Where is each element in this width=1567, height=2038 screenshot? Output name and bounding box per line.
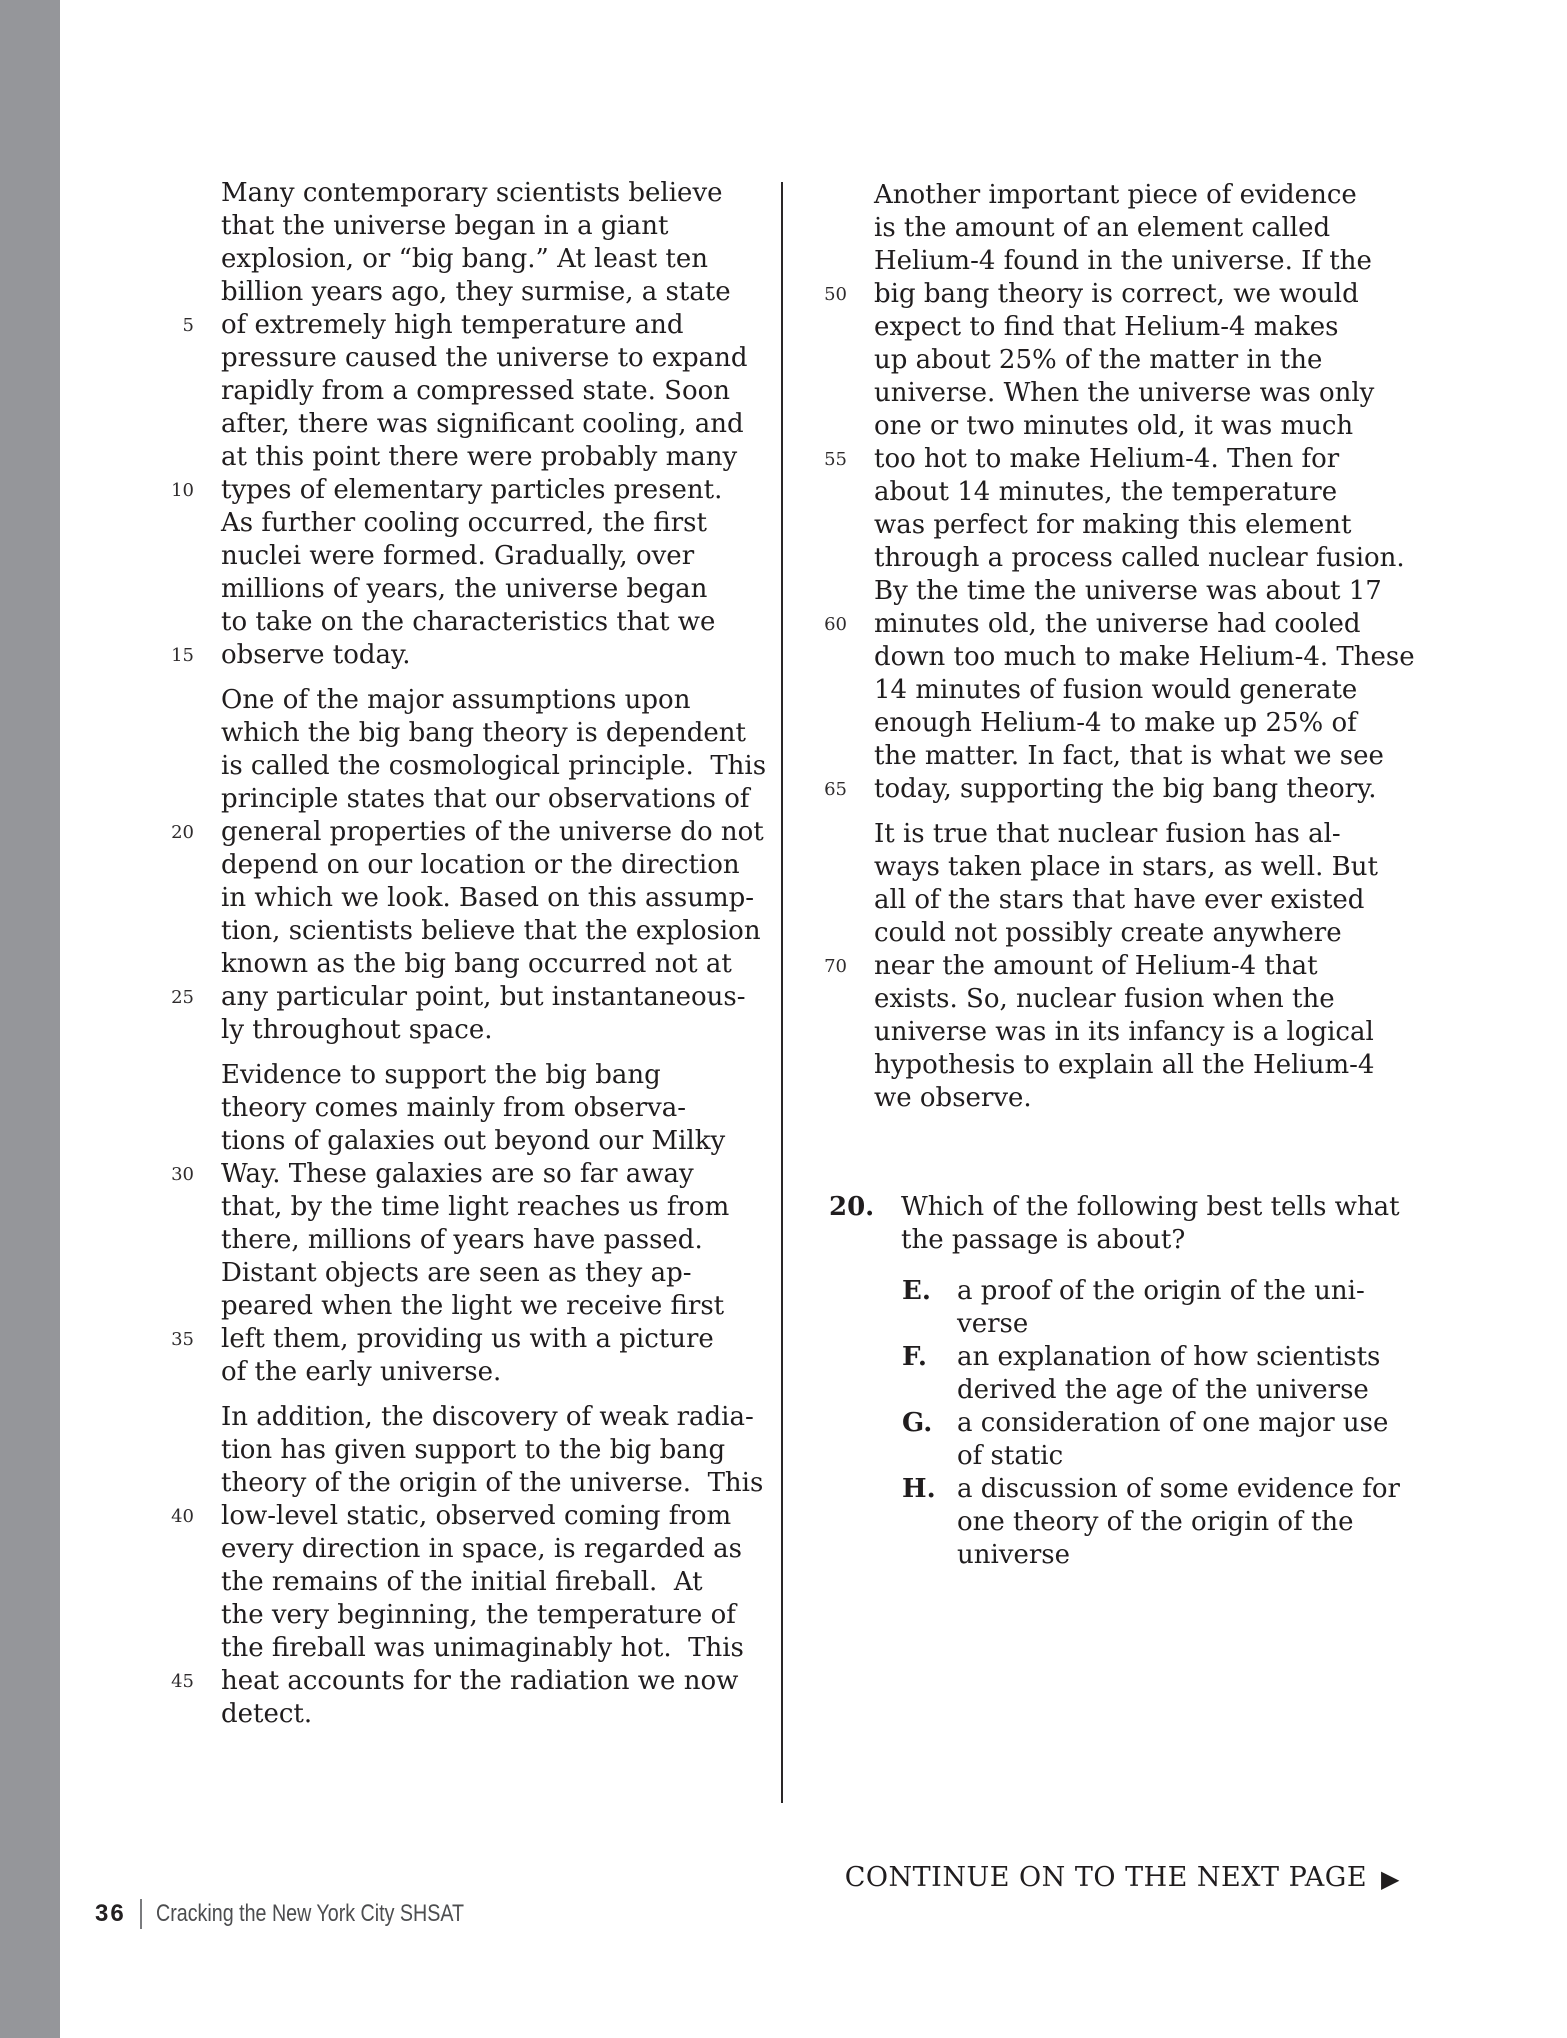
passage-line-text: observe today. xyxy=(221,640,411,670)
answer-option-letter: G. xyxy=(902,1408,933,1438)
passage-line xyxy=(221,783,750,816)
passage-line-text: peared when the light we receive first xyxy=(221,1291,725,1321)
passage-line-text: expect to find that Helium-4 makes xyxy=(874,312,1339,342)
passage-line-text: minutes old, the universe had cooled xyxy=(874,609,1361,639)
passage-line xyxy=(824,443,1394,476)
passage-line-text: Evidence to support the big bang xyxy=(221,1060,661,1090)
continue-notice-label: CONTINUE ON TO THE NEXT PAGE xyxy=(844,1862,1368,1893)
passage-line xyxy=(221,1698,741,1731)
passage-paragraph xyxy=(171,1059,741,1389)
passage-line-text: detect. xyxy=(221,1699,313,1729)
passage-line xyxy=(221,1533,741,1566)
passage-line-text: theory comes mainly from observa- xyxy=(221,1093,687,1123)
passage-line-text: heat accounts for the radiation we now xyxy=(221,1666,739,1696)
passage-line xyxy=(221,1125,741,1158)
line-number: 40 xyxy=(171,1506,194,1527)
passage-line-text: up about 25% of the matter in the xyxy=(874,345,1323,375)
page-number: 36 xyxy=(95,1900,126,1927)
passage-line-text: at this point there were probably many xyxy=(221,442,738,472)
passage-line-text: is called the cosmological principle. This xyxy=(221,751,767,781)
passage-line xyxy=(221,1599,741,1632)
passage-line xyxy=(874,410,1394,443)
passage-column-right xyxy=(824,179,1415,1115)
passage-line-text: the remains of the initial fireball. At xyxy=(221,1567,703,1597)
passage-line xyxy=(221,210,741,243)
passage-line xyxy=(221,1191,741,1224)
passage-line xyxy=(874,1082,1394,1115)
passage-line-text: billion years ago, they surmise, a state xyxy=(221,277,731,307)
passage-line-text: down too much to make Helium-4. These xyxy=(874,642,1415,672)
passage-line xyxy=(874,377,1394,410)
passage-line-text: rapidly from a compressed state. Soon xyxy=(221,376,731,406)
answer-option-text-line: a discussion of some evidence for xyxy=(957,1474,1400,1504)
passage-line xyxy=(171,1323,741,1356)
answer-option xyxy=(902,1473,1399,1572)
passage-line-text: big bang theory is correct, we would xyxy=(874,279,1359,309)
passage-line xyxy=(182,309,741,342)
passage-line-text: exists. So, nuclear fusion when the xyxy=(874,984,1335,1014)
line-number: 65 xyxy=(824,779,847,800)
passage-line-text: pressure caused the universe to expand xyxy=(221,343,748,373)
passage-line xyxy=(824,773,1394,806)
passage-line xyxy=(824,950,1394,983)
passage-line-text: in which we look. Based on this assump- xyxy=(221,883,755,913)
question-text-line: the passage is about? xyxy=(901,1225,1186,1255)
passage-line xyxy=(221,375,741,408)
passage-line xyxy=(221,849,741,882)
passage-line xyxy=(874,740,1394,773)
passage-line-text: the matter. In fact, that is what we see xyxy=(874,741,1384,771)
passage-line xyxy=(221,243,741,276)
passage-line xyxy=(874,641,1415,674)
passage-line-text: could not possibly create anywhere xyxy=(874,918,1342,948)
passage-line-text: any particular point, but instantaneous- xyxy=(221,982,746,1012)
passage-line xyxy=(221,408,744,441)
passage-line xyxy=(221,573,741,606)
passage-line xyxy=(874,509,1394,542)
passage-line xyxy=(221,1290,741,1323)
passage-paragraph xyxy=(171,684,767,1047)
passage-line-text: nuclei were formed. Gradually, over xyxy=(221,541,695,571)
passage-line-text: we observe. xyxy=(874,1083,1032,1113)
question-text-line: Which of the following best tells what xyxy=(901,1192,1400,1222)
passage-line xyxy=(874,344,1394,377)
passage-line xyxy=(874,1016,1394,1049)
line-number: 25 xyxy=(171,987,194,1008)
passage-line-text: every direction in space, is regarded as xyxy=(221,1534,742,1564)
passage-line-text: principle states that our observations of xyxy=(221,784,750,814)
passage-line xyxy=(874,707,1394,740)
passage-line xyxy=(824,608,1394,641)
passage-line-text: about 14 minutes, the temperature xyxy=(874,477,1338,507)
passage-line-text: of extremely high temperature and xyxy=(221,310,684,340)
passage-line xyxy=(221,1632,744,1665)
passage-line-text: hypothesis to explain all the Helium-4 xyxy=(874,1050,1375,1080)
passage-line-text: 14 minutes of fusion would generate xyxy=(874,675,1358,705)
passage-line-text: left them, providing us with a picture xyxy=(221,1324,714,1354)
passage-line-text: which the big bang theory is dependent xyxy=(221,718,746,748)
answer-options xyxy=(829,1275,1399,1572)
passage-line-text: tion, scientists believe that the explosion xyxy=(221,916,761,946)
passage-line xyxy=(221,1014,741,1047)
passage-line-text: universe was in its infancy is a logical xyxy=(874,1017,1374,1047)
passage-line xyxy=(221,1224,741,1257)
passage-line-text: depend on our location or the direction xyxy=(221,850,740,880)
book-title: Cracking the New York City SHSAT xyxy=(155,1900,464,1927)
passage-line-text: In addition, the discovery of weak radia- xyxy=(221,1402,754,1432)
answer-option-letter: H. xyxy=(902,1474,936,1504)
passage-line xyxy=(874,542,1405,575)
answer-option xyxy=(902,1407,1399,1473)
line-number: 20 xyxy=(171,822,194,843)
passage-line-text: all of the stars that have ever existed xyxy=(874,885,1365,915)
passage-line xyxy=(221,1401,754,1434)
passage-line-text: that, by the time light reaches us from xyxy=(221,1192,730,1222)
line-number: 10 xyxy=(171,480,194,501)
passage-line-text: to take on the characteristics that we xyxy=(221,607,716,637)
passage-line-text: Way. These galaxies are so far away xyxy=(221,1159,694,1189)
passage-line xyxy=(874,851,1394,884)
question-number: 20. xyxy=(829,1192,875,1222)
line-number: 45 xyxy=(171,1671,194,1692)
passage-line xyxy=(221,441,741,474)
line-number: 55 xyxy=(824,449,847,470)
passage-line xyxy=(221,915,761,948)
passage-line xyxy=(221,1566,741,1599)
passage-paragraph xyxy=(824,179,1415,806)
passage-line xyxy=(221,540,741,573)
passage-line xyxy=(221,606,741,639)
passage-line xyxy=(221,948,741,981)
passage-line-text: Many contemporary scientists believe xyxy=(221,178,723,208)
passage-line xyxy=(171,1158,741,1191)
answer-option-text-line: an explanation of how scientists xyxy=(957,1342,1381,1372)
passage-line xyxy=(874,476,1394,509)
line-number: 35 xyxy=(171,1329,194,1350)
passage-line xyxy=(221,507,741,540)
answer-option-text-line: universe xyxy=(957,1540,1071,1570)
column-divider-rule xyxy=(781,182,783,1803)
passage-line xyxy=(874,179,1394,212)
passage-line-text: tions of galaxies out beyond our Milky xyxy=(221,1126,726,1156)
passage-line-text: after, there was significant cooling, and xyxy=(221,409,744,439)
continue-notice xyxy=(845,1862,1400,1893)
passage-line xyxy=(221,1059,741,1092)
answer-option-text-line: a consideration of one major use xyxy=(957,1408,1389,1438)
question-stem xyxy=(829,1191,1399,1257)
passage-line-text: explosion, or “big bang.” At least ten xyxy=(221,244,708,274)
passage-paragraph xyxy=(171,1401,764,1731)
question-block xyxy=(829,1191,1399,1572)
passage-line xyxy=(221,1257,741,1290)
left-margin-strip xyxy=(0,0,60,2038)
passage-line xyxy=(874,575,1394,608)
passage-line xyxy=(874,245,1394,278)
line-number: 70 xyxy=(824,956,847,977)
passage-line xyxy=(221,1467,764,1500)
passage-line-text: types of elementary particles present. xyxy=(221,475,723,505)
passage-line xyxy=(874,884,1394,917)
passage-line-text: Another important piece of evidence xyxy=(874,180,1357,210)
passage-line-text: too hot to make Helium-4. Then for xyxy=(874,444,1340,474)
passage-line-text: general properties of the universe do not xyxy=(221,817,764,847)
question-text xyxy=(901,1191,1399,1257)
passage-line-text: theory of the origin of the universe. This xyxy=(221,1468,764,1498)
passage-line xyxy=(874,917,1394,950)
passage-line-text: the fireball was unimaginably hot. This xyxy=(221,1633,744,1663)
passage-line xyxy=(874,311,1394,344)
passage-line-text: was perfect for making this element xyxy=(874,510,1352,540)
passage-line-text: through a process called nuclear fusion. xyxy=(874,543,1405,573)
passage-line xyxy=(874,818,1394,851)
passage-line xyxy=(824,278,1394,311)
passage-line xyxy=(221,177,741,210)
passage-line-text: Helium-4 found in the universe. If the xyxy=(874,246,1372,276)
passage-line-text: enough Helium-4 to make up 25% of xyxy=(874,708,1357,738)
next-page-arrow-icon: ▶ xyxy=(1381,1864,1400,1893)
passage-line xyxy=(171,981,746,1014)
passage-line xyxy=(171,1500,741,1533)
passage-paragraph xyxy=(171,177,748,672)
passage-line-text: ways taken place in stars, as well. But xyxy=(874,852,1378,882)
passage-line-text: Distant objects are seen as they ap- xyxy=(221,1258,692,1288)
answer-option-text-line: derived the age of the universe xyxy=(957,1375,1369,1405)
passage-line xyxy=(171,1665,741,1698)
answer-option xyxy=(902,1341,1399,1407)
passage-line-text: tion has given support to the big bang xyxy=(221,1435,726,1465)
passage-line xyxy=(221,750,767,783)
passage-line xyxy=(171,639,741,672)
passage-line-text: the very beginning, the temperature of xyxy=(221,1600,736,1630)
passage-line-text: As further cooling occurred, the first xyxy=(221,508,707,538)
line-number: 50 xyxy=(824,284,847,305)
page-footer xyxy=(95,1897,531,1931)
passage-line-text: universe. When the universe was only xyxy=(874,378,1375,408)
passage-line-text: known as the big bang occurred not at xyxy=(221,949,732,979)
line-number: 5 xyxy=(182,315,194,336)
line-number: 30 xyxy=(171,1164,194,1185)
passage-line xyxy=(874,674,1394,707)
footer-divider xyxy=(140,1899,142,1929)
passage-line xyxy=(221,717,746,750)
passage-line xyxy=(874,1049,1394,1082)
passage-line xyxy=(221,882,755,915)
passage-line xyxy=(221,1092,741,1125)
passage-line-text: near the amount of Helium-4 that xyxy=(874,951,1318,981)
passage-line-text: of the early universe. xyxy=(221,1357,502,1387)
passage-line-text: one or two minutes old, it was much xyxy=(874,411,1354,441)
answer-option-text-line: a proof of the origin of the uni- xyxy=(957,1276,1365,1306)
passage-line xyxy=(221,1434,741,1467)
passage-line xyxy=(171,816,764,849)
passage-line-text: ly throughout space. xyxy=(221,1015,493,1045)
passage-line-text: that the universe began in a giant xyxy=(221,211,669,241)
passage-line-text: One of the major assumptions upon xyxy=(221,685,691,715)
passage-line xyxy=(874,212,1394,245)
line-number: 60 xyxy=(824,614,847,635)
passage-line-text: millions of years, the universe began xyxy=(221,574,708,604)
passage-line-text: today, supporting the big bang theory. xyxy=(874,774,1377,804)
passage-line-text: is the amount of an element called xyxy=(874,213,1331,243)
answer-option xyxy=(902,1275,1399,1341)
passage-line-text: there, millions of years have passed. xyxy=(221,1225,703,1255)
answer-option-text-line: of static xyxy=(957,1441,1064,1471)
passage-line xyxy=(874,983,1394,1016)
passage-line xyxy=(171,474,741,507)
answer-option-text-line: verse xyxy=(957,1309,1029,1339)
answer-option-letter: E. xyxy=(902,1276,931,1306)
passage-line xyxy=(221,276,741,309)
passage-line xyxy=(221,1356,741,1389)
line-number: 15 xyxy=(171,645,194,666)
answer-option-letter: F. xyxy=(902,1342,927,1372)
passage-line-text: low-level static, observed coming from xyxy=(221,1501,732,1531)
passage-column-left xyxy=(171,177,767,1731)
passage-line xyxy=(221,342,748,375)
passage-line xyxy=(221,684,741,717)
passage-line-text: It is true that nuclear fusion has al- xyxy=(874,819,1341,849)
answer-option-text-line: one theory of the origin of the xyxy=(957,1507,1354,1537)
passage-paragraph xyxy=(824,818,1394,1115)
passage-line-text: By the time the universe was about 17 xyxy=(874,576,1382,606)
